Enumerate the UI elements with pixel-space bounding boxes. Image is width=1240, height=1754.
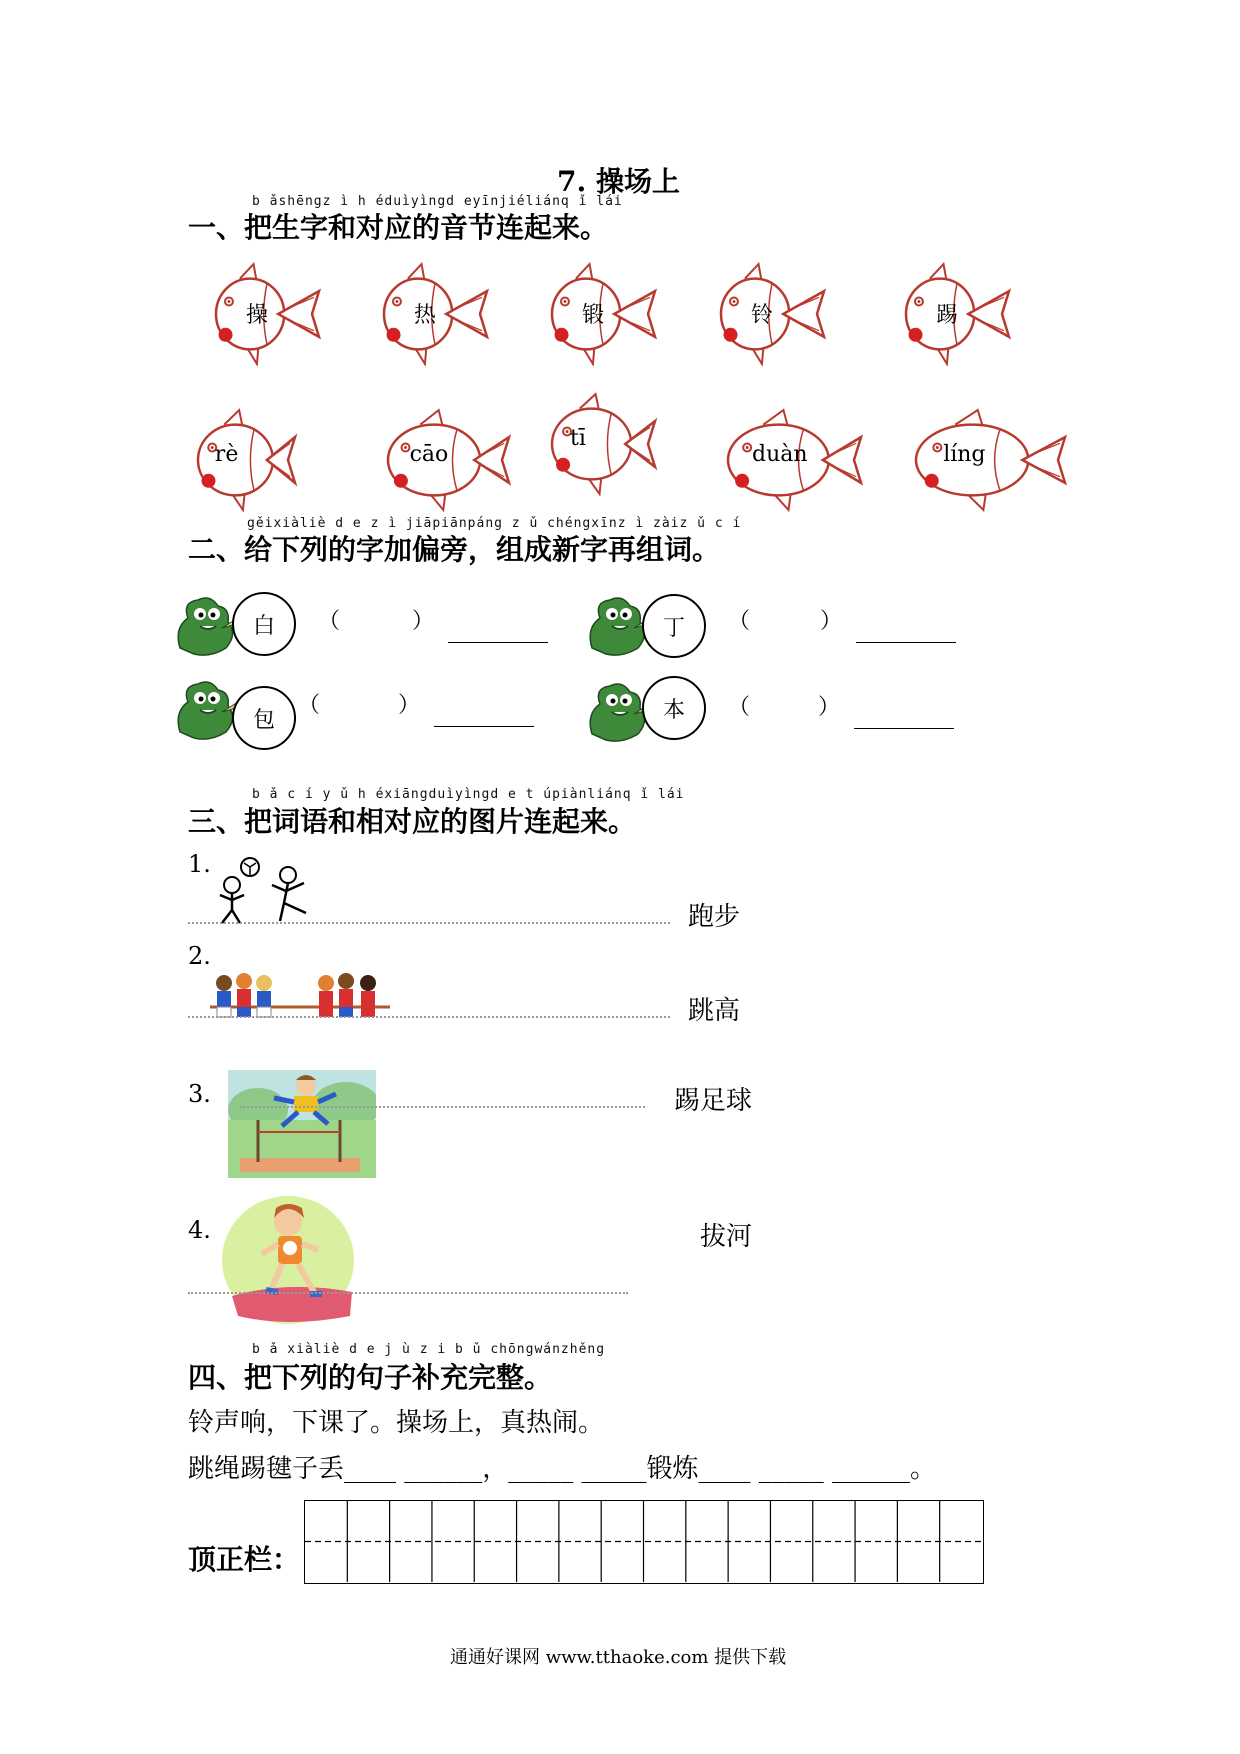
answer-paren-open[interactable]: （ bbox=[318, 609, 341, 634]
section2-heading: 二、给下列的字加偏旁，组成新字再组词。 bbox=[188, 533, 721, 566]
radical-base-character: 包 bbox=[232, 686, 296, 750]
running-picture[interactable] bbox=[222, 1196, 358, 1326]
sentence-line-2[interactable]: 跳绳踢毽子丢____ ______，_____ _____锻炼____ _____ ______。 bbox=[188, 1454, 937, 1484]
fish-syllable-label: duàn bbox=[752, 442, 808, 467]
radical-base-character: 白 bbox=[232, 592, 296, 656]
word-soccer[interactable]: 踢足球 bbox=[674, 1086, 753, 1116]
word-running[interactable]: 跑步 bbox=[688, 902, 741, 932]
section1-pinyin: b ǎshēngz ì h éduìyìngd eyīnjiéliánq ǐ lái bbox=[252, 194, 623, 209]
fish-syllable-label: líng bbox=[943, 442, 986, 467]
fish-character-1[interactable] bbox=[212, 262, 322, 370]
fish-character-label: 操 bbox=[246, 303, 269, 328]
section4-heading: 四、把下列的句子补充完整。 bbox=[188, 1361, 553, 1394]
mascot-icon bbox=[170, 672, 240, 746]
word-tug-of-war[interactable]: 拔河 bbox=[700, 1222, 753, 1252]
radical-base-character: 本 bbox=[642, 676, 706, 740]
answer-paren-open[interactable]: （ bbox=[728, 609, 751, 634]
correction-grid[interactable] bbox=[304, 1500, 984, 1584]
answer-paren-close[interactable]: ） bbox=[818, 695, 841, 720]
fish-character-3[interactable] bbox=[548, 262, 658, 370]
connect-line-3[interactable] bbox=[240, 1106, 645, 1108]
fish-character-label: 锻 bbox=[582, 303, 605, 328]
word-high-jump[interactable]: 跳高 bbox=[688, 996, 741, 1026]
fish-character-label: 铃 bbox=[751, 303, 774, 328]
item-number-2: 2. bbox=[188, 942, 211, 970]
fish-syllable-label: rè bbox=[214, 442, 239, 467]
connect-line-1[interactable] bbox=[188, 922, 670, 924]
mascot-icon bbox=[170, 588, 240, 662]
sentence-line-1: 铃声响，下课了。操场上，真热闹。 bbox=[188, 1408, 605, 1438]
item-number-1: 1. bbox=[188, 850, 211, 878]
section3-pinyin: b ǎ c í y ǔ h éxiāngduìyìngd e t úpiànliánq ǐ lái bbox=[252, 787, 685, 802]
connect-line-4[interactable] bbox=[188, 1292, 628, 1294]
fish-syllable-label: cāo bbox=[409, 442, 449, 467]
fish-syllable-5[interactable] bbox=[912, 408, 1068, 516]
item-number-4: 4. bbox=[188, 1216, 211, 1244]
section4-pinyin: b ǎ xiàliè d e j ù z i b ǔ chōngwánzhěng bbox=[252, 1342, 606, 1357]
word-answer-blank[interactable] bbox=[856, 642, 956, 643]
fish-syllable-2[interactable] bbox=[384, 408, 512, 516]
fish-syllable-label: tī bbox=[570, 426, 586, 451]
answer-paren-open[interactable]: （ bbox=[728, 695, 751, 720]
radical-base-character: 丁 bbox=[642, 594, 706, 658]
word-answer-blank[interactable] bbox=[434, 726, 534, 727]
word-answer-blank[interactable] bbox=[448, 642, 548, 643]
answer-paren-close[interactable]: ） bbox=[412, 609, 435, 634]
fish-syllable-3[interactable] bbox=[548, 392, 658, 500]
tug-of-war-picture[interactable] bbox=[210, 965, 390, 1035]
fish-character-5[interactable] bbox=[902, 262, 1012, 370]
page-title: 7. 操场上 bbox=[557, 165, 680, 198]
word-answer-blank[interactable] bbox=[854, 728, 954, 729]
footer-text: 通通好课网 www.tthaoke.com 提供下载 bbox=[450, 1647, 787, 1668]
answer-paren-close[interactable]: ） bbox=[398, 693, 421, 718]
fish-character-label: 热 bbox=[414, 303, 437, 328]
soccer-picture[interactable] bbox=[210, 855, 320, 927]
answer-paren-close[interactable]: ） bbox=[820, 609, 843, 634]
high-jump-picture[interactable] bbox=[228, 1070, 376, 1178]
fish-syllable-4[interactable] bbox=[724, 408, 864, 516]
fish-character-label: 踢 bbox=[936, 303, 959, 328]
fish-character-2[interactable] bbox=[380, 262, 490, 370]
section2-pinyin: gěixiàliè d e z ì jiāpiānpáng z ǔ chéngxīnz ì zàiz ǔ c í bbox=[247, 516, 742, 531]
item-number-3: 3. bbox=[188, 1080, 211, 1108]
fish-character-4[interactable] bbox=[717, 262, 827, 370]
connect-line-2[interactable] bbox=[188, 1016, 670, 1018]
section1-heading: 一、把生字和对应的音节连起来。 bbox=[188, 211, 609, 244]
section3-heading: 三、把词语和相对应的图片连起来。 bbox=[188, 805, 637, 838]
answer-paren-open[interactable]: （ bbox=[298, 693, 321, 718]
fish-syllable-1[interactable] bbox=[194, 408, 298, 516]
correction-label: 顶正栏： bbox=[188, 1543, 301, 1576]
